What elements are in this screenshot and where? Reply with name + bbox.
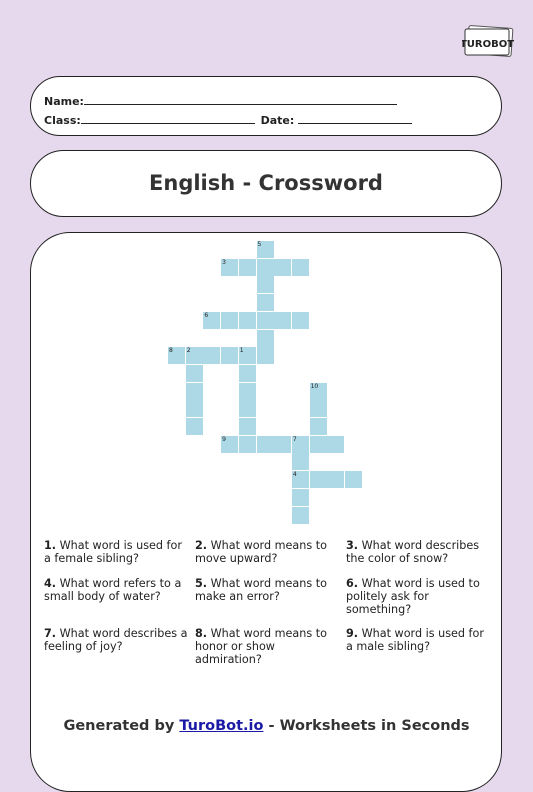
clue-item-number: 8. (195, 627, 208, 640)
crossword-cell[interactable] (221, 347, 238, 364)
svg-text:TUROBOT: TUROBOT (462, 39, 515, 50)
clue-number: 3 (222, 258, 226, 266)
crossword-cell[interactable] (239, 347, 256, 364)
clue-number: 5 (257, 241, 262, 248)
clue-item (346, 577, 492, 616)
footer-suffix: - Worksheets in Seconds (263, 718, 470, 734)
crossword-cell[interactable] (274, 436, 291, 453)
crossword-panel (30, 232, 502, 792)
crossword-cell[interactable] (274, 312, 291, 329)
footer-prefix: Generated by (63, 718, 180, 734)
clue-item-number: 9. (346, 627, 359, 640)
turobot-logo (462, 24, 516, 58)
crossword-cell[interactable] (257, 330, 274, 347)
clue-item-number: 5. (195, 577, 208, 590)
class-field[interactable] (81, 112, 255, 124)
crossword-cell[interactable] (345, 471, 362, 488)
crossword-cell[interactable] (239, 365, 256, 382)
crossword-cell[interactable] (186, 383, 203, 400)
clue-item-text: What word is used for a female sibling? (44, 539, 182, 565)
clue-number: 8 (169, 347, 173, 355)
crossword-cell[interactable] (274, 259, 291, 276)
clue-item-text: What word describes a feeling of joy? (44, 627, 188, 653)
clue-item (195, 539, 341, 565)
crossword-cell[interactable] (221, 436, 238, 453)
crossword-cell[interactable] (292, 507, 309, 524)
clue-item-number: 4. (44, 577, 57, 590)
crossword-cell[interactable] (257, 294, 274, 311)
date-field[interactable] (298, 112, 412, 124)
crossword-cell[interactable] (186, 347, 203, 364)
clue-item-text: What word means to make an error? (195, 577, 327, 603)
crossword-cell[interactable] (221, 312, 238, 329)
date-label: Date: (260, 114, 295, 127)
worksheet-title: English - Crossword (149, 171, 383, 195)
clue-item-number: 7. (44, 627, 57, 640)
crossword-cell[interactable] (239, 383, 256, 400)
name-field[interactable] (84, 93, 397, 105)
clue-item-text: What word is used to politely ask for something? (346, 577, 480, 616)
clue-item (195, 627, 341, 666)
clue-item (44, 539, 190, 565)
title-box (30, 150, 502, 217)
student-info-box (30, 76, 502, 136)
crossword-cell[interactable] (310, 383, 327, 400)
class-date-line (44, 112, 412, 127)
crossword-cell[interactable] (310, 418, 327, 435)
crossword-cell[interactable] (186, 400, 203, 417)
clue-item (44, 627, 190, 653)
clue-item (346, 627, 492, 653)
clue-number: 2 (186, 347, 191, 355)
crossword-cell[interactable] (239, 400, 256, 417)
crossword-cell[interactable] (257, 276, 274, 293)
crossword-cell[interactable] (257, 347, 274, 364)
crossword-cell[interactable] (292, 259, 309, 276)
clue-number: 7 (292, 435, 297, 443)
clue-item-number: 1. (44, 539, 57, 552)
crossword-cell[interactable] (310, 436, 327, 453)
crossword-cell[interactable] (327, 436, 344, 453)
clue-item (195, 577, 341, 603)
crossword-cell[interactable] (327, 471, 344, 488)
crossword-cell[interactable] (292, 453, 309, 470)
clue-item-number: 2. (195, 539, 208, 552)
crossword-cell[interactable] (186, 365, 203, 382)
crossword-cell[interactable] (168, 347, 185, 364)
crossword-cell[interactable] (292, 471, 309, 488)
clue-number: 9 (222, 435, 226, 443)
name-line (44, 93, 397, 108)
clue-item-text: What word means to move upward? (195, 539, 327, 565)
clue-item-number: 6. (346, 577, 359, 590)
clue-number: 4 (292, 471, 297, 479)
footer (0, 718, 533, 734)
clue-number: 6 (204, 311, 209, 319)
crossword-cell[interactable] (292, 312, 309, 329)
clue-item-text: What word means to honor or show admiration? (195, 627, 327, 666)
crossword-cell[interactable] (239, 436, 256, 453)
crossword-cell[interactable] (310, 400, 327, 417)
crossword-cell[interactable] (310, 471, 327, 488)
clue-item (346, 539, 492, 565)
turobot-link[interactable]: TuroBot.io (179, 718, 264, 734)
crossword-cell[interactable] (257, 436, 274, 453)
crossword-cell[interactable] (239, 259, 256, 276)
clue-item-text: What word is used for a male sibling? (346, 627, 484, 653)
crossword-cell[interactable] (292, 489, 309, 506)
clue-number: 1 (239, 347, 244, 355)
clue-item-text: What word describes the color of snow? (346, 539, 480, 565)
crossword-cell[interactable] (186, 418, 203, 435)
crossword-cell[interactable] (239, 312, 256, 329)
crossword-cell[interactable] (257, 241, 274, 258)
clue-item-text: What word refers to a small body of water? (44, 577, 182, 603)
clue-number: 10 (310, 382, 319, 390)
clue-item-number: 3. (346, 539, 359, 552)
name-label: Name: (44, 95, 84, 108)
crossword-cell[interactable] (203, 312, 220, 329)
class-label: Class: (44, 114, 81, 127)
crossword-cell[interactable] (257, 259, 274, 276)
crossword-cell[interactable] (257, 312, 274, 329)
crossword-cell[interactable] (292, 436, 309, 453)
crossword-cell[interactable] (239, 418, 256, 435)
clue-item (44, 577, 190, 603)
crossword-cell[interactable] (203, 347, 220, 364)
crossword-cell[interactable] (221, 259, 238, 276)
